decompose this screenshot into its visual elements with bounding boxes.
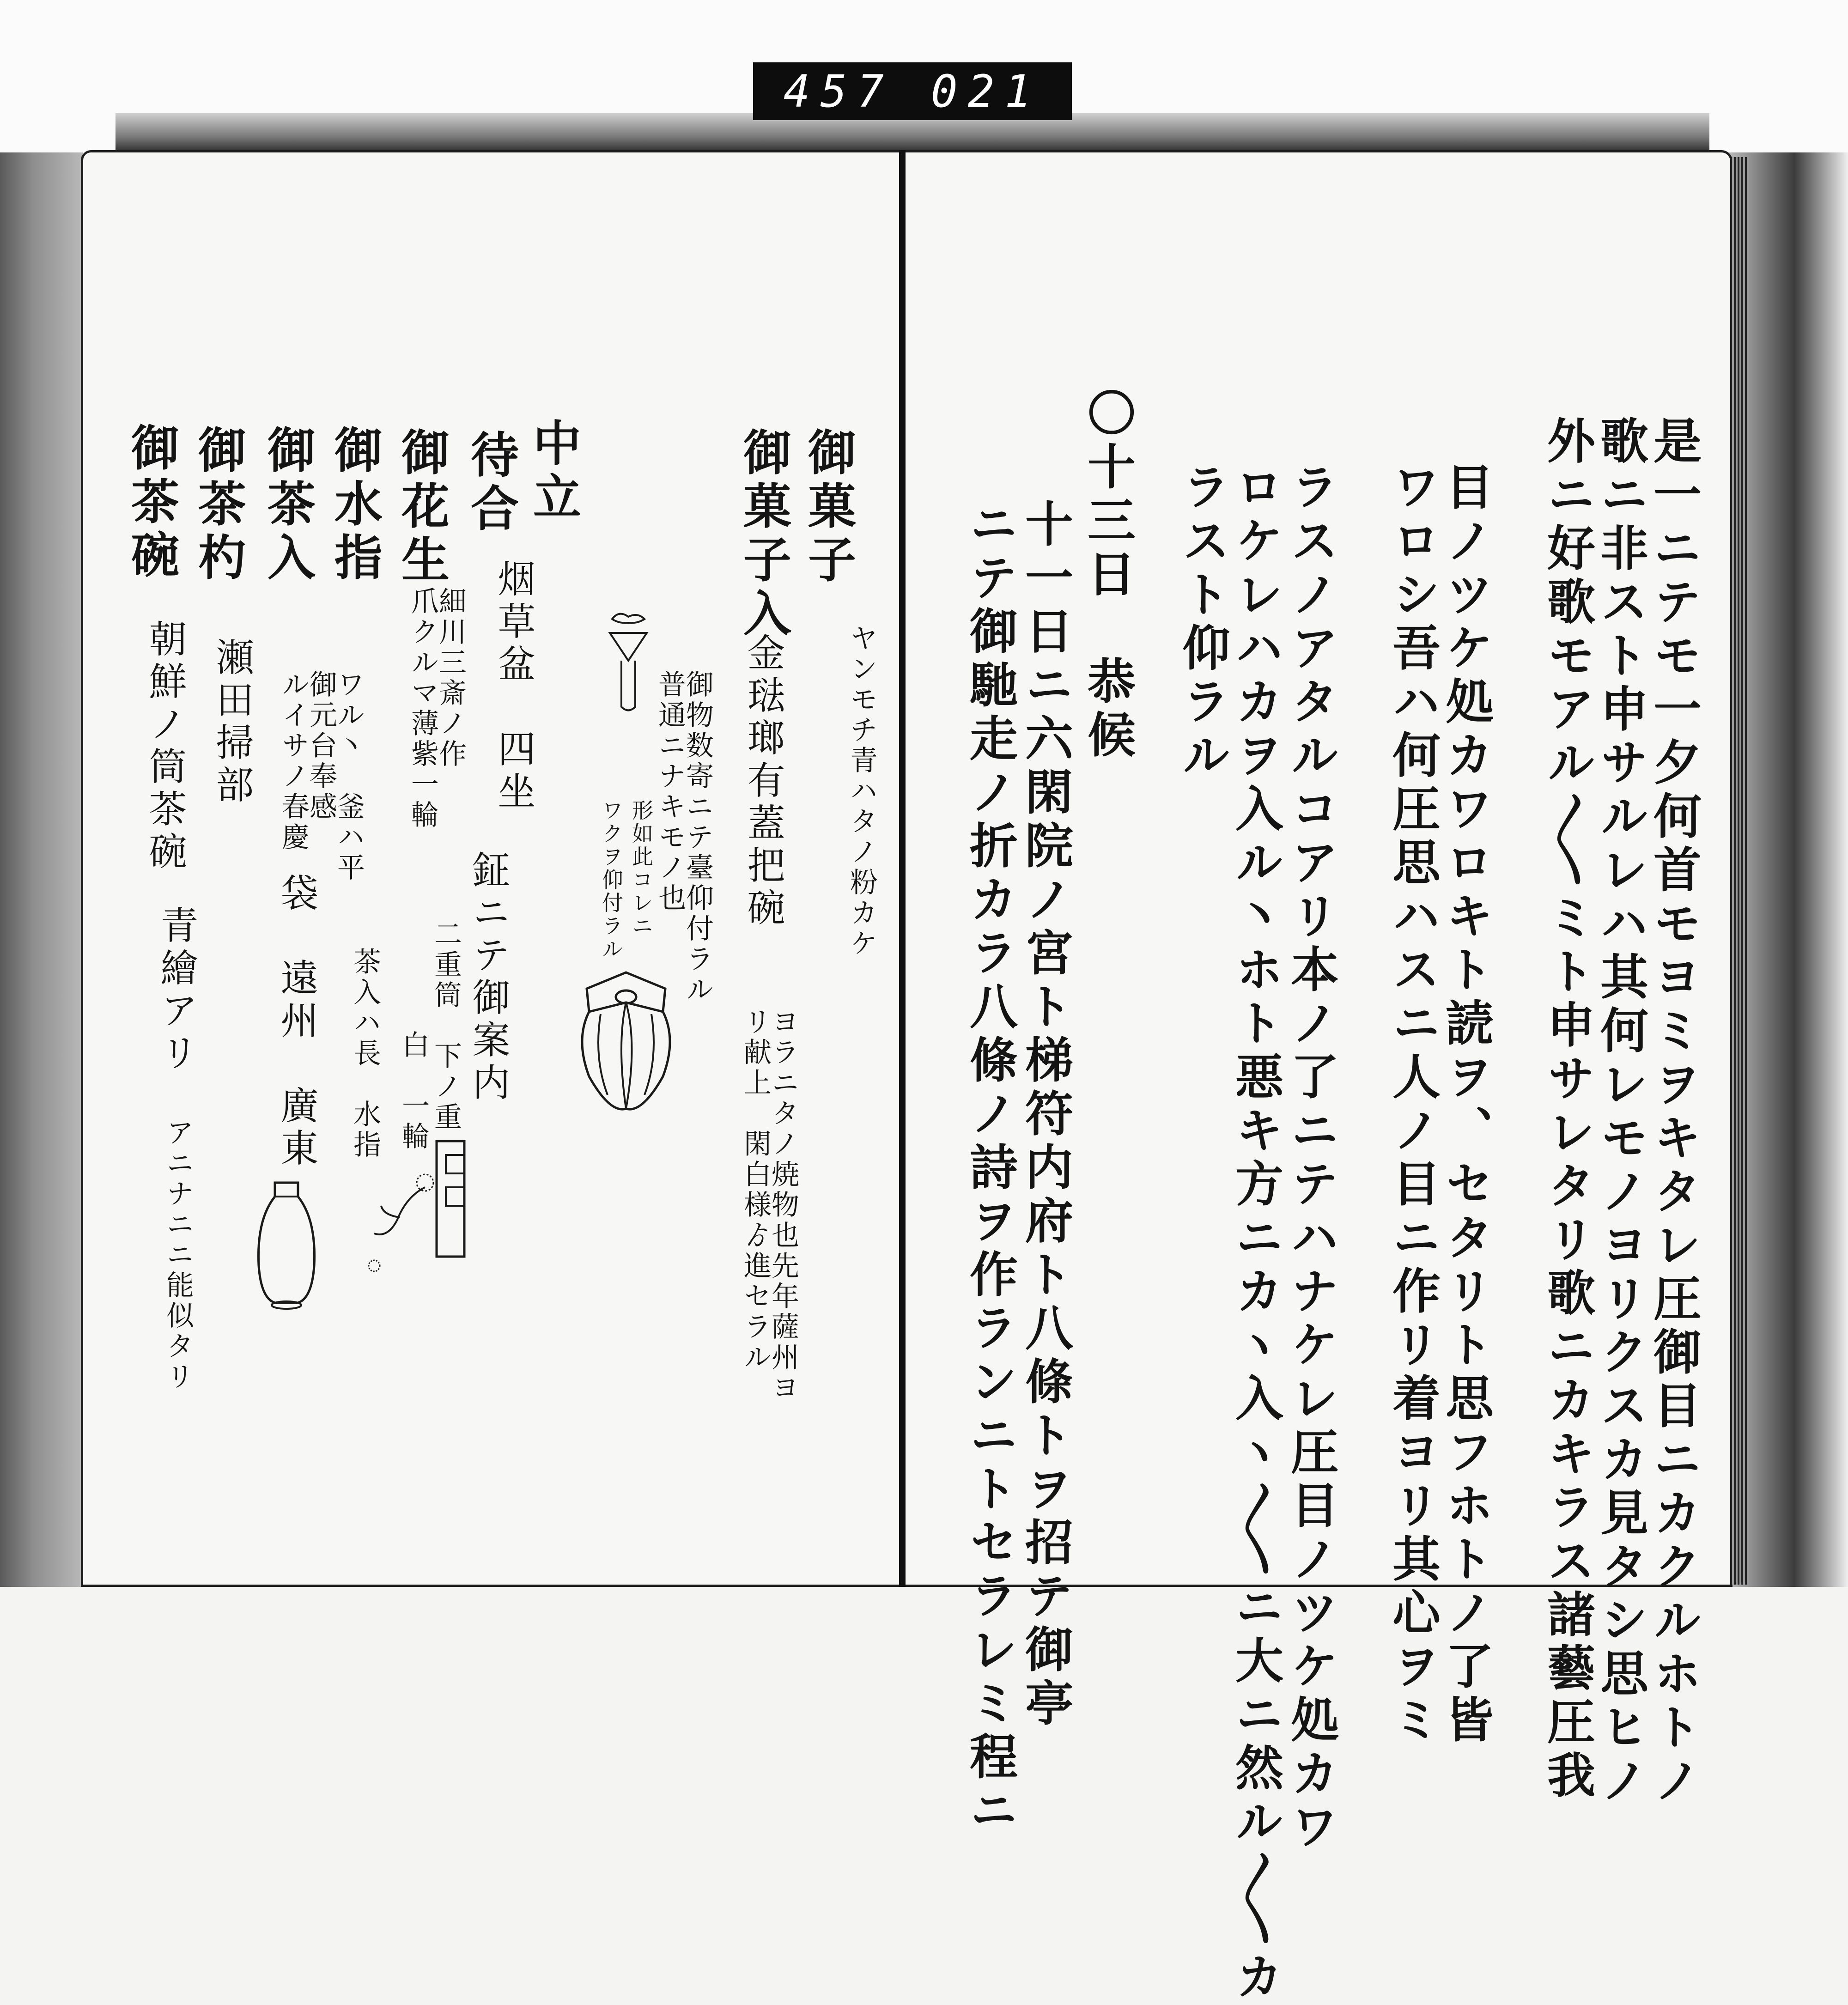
entry-heading: 御茶入 <box>259 425 316 586</box>
entry-heading: 御菓子入 <box>735 427 792 642</box>
entry-note: 形如此コレニ <box>629 799 654 938</box>
entry-note: 朝鮮ノ筒茶碗 <box>143 619 187 874</box>
entry-heading: 中立 <box>525 418 582 525</box>
entry-note: 二重筒 下ノ重 <box>430 919 462 1133</box>
entry-note: ワル丶 釜ハ平 <box>333 670 365 883</box>
entry-note: 青繪アリ <box>154 905 198 1075</box>
right-page-column: 外ニ好歌モアル〳〵ミト申サレタリ歌ニカキラス諸藝圧我 <box>1539 416 1596 1804</box>
entry-note: ワクヲ仰付ラル <box>599 799 624 961</box>
book-gutter <box>899 150 906 1587</box>
right-page-column: ラスト仰ラル <box>1174 462 1231 784</box>
page-stack-edge <box>1730 157 1749 1585</box>
right-page-column: 是一ニテモ一夕何首モヨミヲキタレ圧御目ニカクルホトノ <box>1645 416 1702 1809</box>
entry-heading: 御茶杓 <box>190 425 247 586</box>
entry-note: ルイサノ春慶 <box>277 670 310 853</box>
right-page-column: ワロシ吾ハ何圧思ハスニ人ノ目ニ作リ着ヨリ其心ヲミ <box>1384 462 1441 1748</box>
catalog-label: 457 021 <box>753 62 1072 120</box>
right-page-column: ニテ御馳走ノ折カラ八條ノ詩ヲ作ランニトセラレミ程ニ <box>961 499 1018 1839</box>
right-page-column: ラスノアタルコアリ本ノ了ニテハナケレ圧目ノツケ処カワ <box>1283 462 1339 1855</box>
entry-note: ヨラニタノ焼物也先年薩州ヨ <box>767 1007 799 1404</box>
scan-background-left <box>0 152 83 1587</box>
entry-note: アニナニニ能似タリ <box>162 1118 194 1392</box>
entry-note: 御物数寄ニテ臺仰付ラル <box>681 670 714 1005</box>
entry-note: 御元台奉感 <box>305 670 337 822</box>
entry-note: 普通ニナキモノ也 <box>654 670 686 914</box>
entry-note: 爪クルマ薄紫一輪 <box>407 587 439 831</box>
entry-heading: 御菓子 <box>800 427 857 588</box>
entry-heading: 御花生 <box>393 427 450 588</box>
right-page-date-heading: 〇十三日 恭候 <box>1079 388 1136 763</box>
entry-note: 茶入ハ長 水指 <box>349 947 381 1160</box>
right-page-column: 歌ニ非スト申サルレハ其何レモノヨリクスカ見タシ思ヒノ <box>1592 416 1649 1809</box>
finial-drawing <box>601 610 656 716</box>
entry-heading: 御茶碗 <box>123 423 180 583</box>
entry-note: 瀬田掃部 <box>210 638 254 808</box>
entry-note: 袋 遠州 廣東 <box>274 873 318 1171</box>
flower-vase-drawing <box>356 1127 480 1284</box>
entry-note: 烟草盆 四坐 <box>492 559 535 814</box>
entry-note: 金琺瑯有蓋把碗 <box>741 633 785 930</box>
right-page-column: ロケレハカヲ入ル丶ホト悪キ方ニカヽ入ヽ〳〵ニ大ニ然ル〳〵カ <box>1227 462 1284 2005</box>
entry-note: ヤンモチ青ハタノ粉カケ <box>845 624 878 959</box>
entry-note: 細川三斎ノ作 <box>434 587 467 770</box>
right-page-column: 十一日ニ六閑院ノ宮ト梯符内府ト八條トヲ招テ御亭 <box>1017 499 1074 1732</box>
entry-note: リ献上 閑白様ゟ進セラル <box>739 1007 772 1373</box>
right-page-column: 目ノツケ処カワロキト読ヲ、セタリト思フホトノ了皆 <box>1437 462 1494 1748</box>
entry-note: 白 一輪 <box>397 1030 430 1152</box>
entry-heading: 御水指 <box>326 425 383 586</box>
entry-heading: 待合 <box>462 430 519 537</box>
entry-note: 鉦ニテ御案内 <box>466 850 510 1105</box>
lidded-bowl-drawing <box>573 970 679 1118</box>
tea-caddy-drawing <box>256 1178 316 1312</box>
